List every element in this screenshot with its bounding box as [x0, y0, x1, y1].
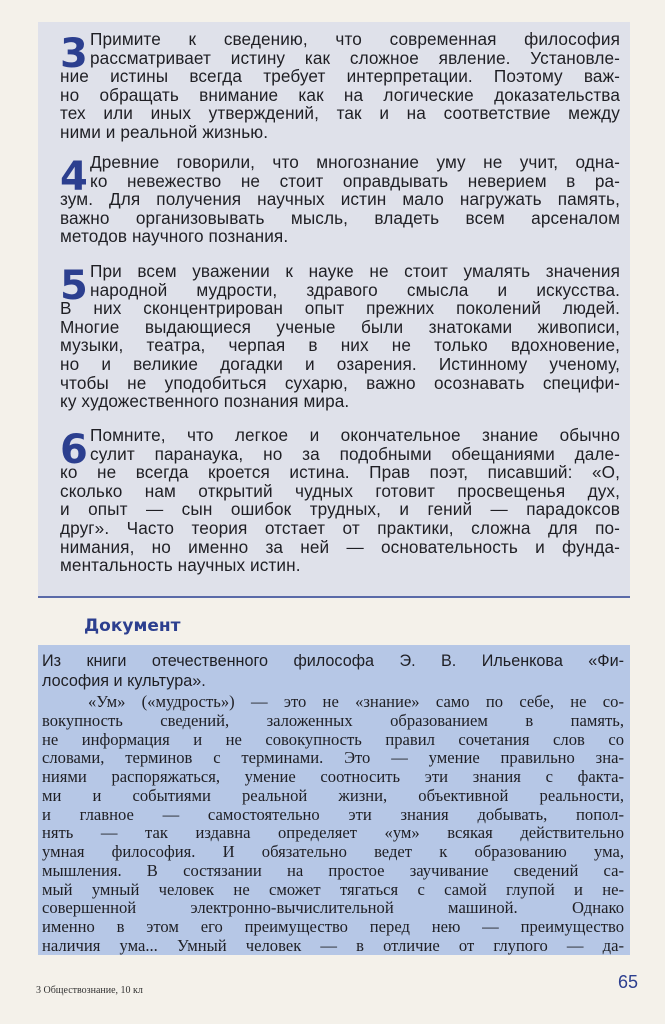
document-body	[42, 693, 624, 956]
body-line: «Ум» («мудрость») — это не «знание» само по себе, не со-	[88, 692, 624, 711]
section-divider	[38, 596, 630, 598]
tip-line: важно организовывать мысль, владеть всем арсеналом	[60, 207, 620, 228]
tip-line: В них сконцентрирован опыт прежних поколений людей.	[60, 298, 620, 319]
tip-line: ко невежество не стоит оправдывать неверием в ра-	[90, 170, 620, 191]
tip-line: ментальность научных истин.	[60, 555, 301, 576]
tip-line: тех или иных утверждений, так и на соответствие между	[60, 103, 620, 124]
tip-line: ку художественного познания мира.	[60, 391, 350, 412]
body-line: мышления. В состязании на простое заучивание сведений са-	[42, 860, 624, 880]
body-line: вокупность сведений, заложенных образованием в память,	[42, 710, 624, 730]
tip-line: друг». Часто теория отстает от практики, сложна для по-	[60, 517, 620, 538]
body-line: наличия ума... Умный человек — в отличие от глупого — да-	[42, 935, 624, 955]
tip-line: но обращать внимание как на логические доказательства	[60, 84, 620, 105]
body-line: совершенной электронно-вычислительной машиной. Однако	[42, 898, 624, 918]
body-line: не информация и не совокупность правил сочетания слов со	[42, 729, 624, 749]
document-source	[42, 651, 624, 691]
tip-line: рассматривает истину как сложное явление. Установле-	[90, 47, 620, 68]
body-line: именно в этом его преимущество перед нею — преимущество	[42, 917, 624, 936]
tip-line: и опыт — сын ошибок трудных, и гений — парадоксов	[60, 499, 620, 520]
tips-panel	[38, 22, 630, 597]
tip-number: 3	[60, 31, 88, 77]
body-line: и главное — самостоятельно эти знания добывать, попол-	[42, 804, 624, 824]
document-heading: Документ	[84, 616, 181, 636]
body-line: умная философия. И обязательно ведет к образованию ума,	[42, 842, 624, 861]
tip-line: сколько нам открытий чудных готовит просвещенья дух,	[60, 480, 620, 501]
tip-line: чтобы не уподобиться сухарю, важно осознавать специфи-	[60, 372, 620, 393]
body-line: мый умный человек не сможет тягаться с самой глупой и не-	[42, 879, 624, 899]
tip-line: При всем уважении к науке не стоит умалять значения	[90, 261, 620, 281]
tip-line: народной мудрости, здравого смысла и искусства.	[90, 279, 620, 300]
tip-line: Древние говорили, что многознание уму не учит, одна-	[90, 152, 620, 172]
tip-5	[60, 262, 620, 411]
body-line: словами, терминов с терминами. Это — умение правильно зна-	[42, 748, 624, 768]
tip-number: 5	[60, 263, 88, 309]
body-line: ми и событиями реальной жизни, объективной реальности,	[42, 785, 624, 805]
tip-line: Примите к сведению, что современная философия	[90, 29, 620, 49]
tip-line: нимания, но именно за ней — основательность и фунда-	[60, 536, 620, 557]
tip-line: сулит паранаука, но за подобными обещаниями дале-	[90, 443, 620, 464]
tip-line: методов научного познания.	[60, 226, 289, 247]
body-line: ниями распоряжаться, умение соотносить эти знания с факта-	[42, 767, 624, 786]
tip-line: ние истины всегда требует интерпретации. Поэтому важ-	[60, 66, 620, 87]
page-number: 65	[618, 972, 639, 992]
tip-line: но и великие догадки и озарения. Истинному ученому,	[60, 353, 620, 374]
tip-line: ко не всегда кроется истина. Прав поэт, писавший: «О,	[60, 462, 620, 483]
tip-line: зум. Для получения научных истин мало нагружать память,	[60, 189, 620, 210]
tip-line: Помните, что легкое и окончательное знание обычно	[90, 425, 620, 445]
source-line: Из книги отечественного философа Э. В. Ильенкова «Фи-	[42, 652, 624, 670]
tip-3	[60, 30, 620, 142]
tip-line: Многие выдающиеся ученые были знатоками живописи,	[60, 316, 620, 337]
source-line: лософия и культура».	[42, 672, 206, 690]
document-panel	[38, 645, 630, 955]
tip-4	[60, 153, 620, 246]
tip-line: музыки, театра, черпая в них не только вдохновение,	[60, 335, 620, 356]
tip-number: 4	[60, 154, 88, 200]
footer-note: 3 Обществознание, 10 кл	[36, 985, 143, 996]
tip-line: ними и реальной жизнью.	[60, 121, 269, 142]
tip-number: 6	[60, 427, 88, 473]
tip-6	[60, 426, 620, 575]
body-line: нять — так издавна определяет «ум» всякая действительно	[42, 823, 624, 843]
